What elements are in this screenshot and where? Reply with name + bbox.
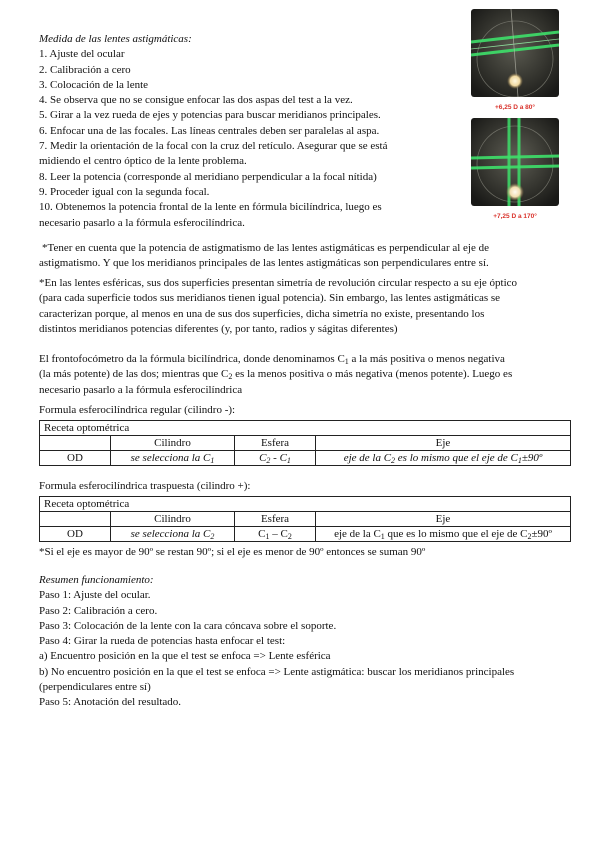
text-fragment: (la más potente) de las dos; mientras que C bbox=[39, 368, 229, 381]
step-line: 3. Colocación de la lente bbox=[39, 78, 149, 91]
subscript: 1 bbox=[210, 456, 215, 466]
table2-caption: Formula esferocilíndrica traspuesta (cilindro +): bbox=[39, 480, 251, 492]
note-line: *En las lentes esféricas, sus dos superficies presentan simetría de revolución circular respecto a su eje óptico bbox=[39, 277, 518, 289]
frontofocometro-paragraph bbox=[39, 352, 579, 398]
measure-section bbox=[39, 32, 459, 231]
prescription-table-1 bbox=[39, 420, 571, 466]
step-line: 7. Medir la orientación de la focal con la cruz del retículo. Asegurar que se está bbox=[39, 140, 388, 153]
text-fragment: se selecciona la C bbox=[130, 528, 211, 541]
text-fragment: eje de la C bbox=[343, 452, 392, 465]
measure-title: Medida de las lentes astigmáticas: bbox=[39, 33, 192, 45]
summary-line: Paso 5: Anotación del resultado. bbox=[39, 696, 182, 709]
text-fragment: que es lo mismo que el eje de C bbox=[384, 528, 528, 541]
summary-section bbox=[39, 573, 579, 711]
row-label-od: OD bbox=[40, 451, 111, 466]
summary-line: Paso 3: Colocación de la lente con la cara cóncava sobre el soporte. bbox=[39, 619, 337, 632]
table-header-empty bbox=[40, 512, 111, 527]
axis-note bbox=[39, 545, 579, 560]
cell-axis bbox=[316, 527, 571, 542]
summary-title: Resumen funcionamiento: bbox=[39, 574, 154, 586]
text-fragment: se selecciona la C bbox=[130, 452, 211, 465]
paragraph-line: necesario pasarlo a la fórmula esferocilíndrica bbox=[39, 383, 243, 396]
subscript: 2 bbox=[391, 456, 396, 466]
prescription-table-2 bbox=[39, 496, 571, 542]
axis-note-text: *Si el eje es mayor de 90º se restan 90º; si el eje es menor de 90º entonces se suman 90º bbox=[39, 546, 426, 558]
table2-section bbox=[39, 479, 579, 542]
text-fragment: – C bbox=[269, 528, 288, 541]
text-fragment: C bbox=[258, 528, 266, 541]
summary-line: (perpendiculares entre sí) bbox=[39, 681, 151, 694]
step-line: 10. Obtenemos la potencia frontal de la lente en fórmula bicilíndrica, luego es bbox=[39, 201, 382, 214]
text-fragment: ±90º bbox=[531, 528, 552, 541]
summary-line: b) No encuentro posición en la que el test se enfoca => Lente astigmática: buscar los meridianos principales bbox=[39, 665, 515, 678]
summary-line: Paso 2: Calibración a cero. bbox=[39, 604, 158, 617]
paragraph-line bbox=[39, 352, 579, 367]
cell-cylinder bbox=[111, 527, 235, 542]
step-line: 6. Enfocar una de las focales. Las líneas centrales deben ser paralelas al aspa. bbox=[39, 124, 380, 137]
summary-line: a) Encuentro posición en la que el test se enfoca => Lente esférica bbox=[39, 650, 331, 663]
step-line: 4. Se observa que no se consigue enfocar las dos aspas del test a la vez. bbox=[39, 94, 353, 107]
lensmeter-photo-2 bbox=[471, 118, 559, 206]
photo-1-caption: +6,25 D a 80° bbox=[494, 104, 535, 111]
step-line: 5. Girar a la vez rueda de ejes y potencias para buscar meridianos principales. bbox=[39, 109, 381, 122]
note-line: (para cada superficie todos sus meridianos tienen igual potencia). Sin embargo, las lentes astigmáticas se bbox=[39, 292, 501, 305]
subscript: 2 bbox=[527, 532, 532, 542]
header-axis: Eje bbox=[316, 436, 571, 451]
subscript: 1 bbox=[380, 532, 385, 542]
note-line: astigmatismo. Y que los meridianos principales de las lentes astigmáticas son perpendiculares entre sí. bbox=[39, 257, 489, 270]
step-line: 9. Proceder igual con la segunda focal. bbox=[39, 185, 210, 198]
step-line: 2. Calibración a cero bbox=[39, 63, 131, 76]
note-astigmatism bbox=[39, 241, 579, 272]
text-fragment: es la menos positiva o más negativa (menos potente). Luego es bbox=[232, 368, 513, 381]
subscript: 2 bbox=[287, 532, 292, 542]
header-axis: Eje bbox=[316, 512, 571, 527]
lensmeter-photo-1 bbox=[471, 9, 559, 97]
cell-sphere bbox=[235, 527, 316, 542]
table-title: Receta optométrica bbox=[40, 421, 571, 436]
text-fragment: es lo mismo que el eje de C bbox=[395, 452, 518, 465]
subscript: 1 bbox=[517, 456, 522, 466]
step-line: 1. Ajuste del ocular bbox=[39, 48, 125, 61]
subscript: 1 bbox=[265, 532, 270, 542]
summary-line: Paso 4: Girar la rueda de potencias hasta enfocar el test: bbox=[39, 635, 286, 648]
text-fragment: - C bbox=[270, 452, 287, 465]
text-fragment: ±90º bbox=[521, 452, 543, 465]
lensmeter-view-1-icon bbox=[471, 9, 559, 97]
note-line: distintos meridianos potencias diferentes (y, por tanto, radios y ságitas diferentes) bbox=[39, 322, 398, 335]
table-header-empty bbox=[40, 436, 111, 451]
summary-line: Paso 1: Ajuste del ocular. bbox=[39, 589, 151, 602]
paragraph-line bbox=[39, 367, 579, 382]
step-line: 8. Leer la potencia (corresponde al meridiano perpendicular a la focal nítida) bbox=[39, 170, 377, 183]
table-title: Receta optométrica bbox=[40, 497, 571, 512]
step-line: necesario pasarlo a la fórmula esferocilíndrica. bbox=[39, 216, 245, 229]
note-line: *Tener en cuenta que la potencia de astigmatismo de las lentes astigmáticas es perpendicular al eje de bbox=[42, 242, 489, 254]
text-fragment: a la más positiva o menos negativa bbox=[348, 353, 505, 365]
subscript: 2 bbox=[266, 456, 271, 466]
header-cylinder: Cilindro bbox=[111, 436, 235, 451]
table1-caption: Formula esferocilíndrica regular (cilindro -): bbox=[39, 404, 236, 416]
cell-axis bbox=[316, 451, 571, 466]
subscript: 2 bbox=[210, 532, 215, 542]
cell-sphere bbox=[235, 451, 316, 466]
step-line: midiendo el centro óptico de la lente problema. bbox=[39, 155, 247, 168]
cell-cylinder bbox=[111, 451, 235, 466]
subscript: 2 bbox=[228, 372, 233, 382]
row-label-od: OD bbox=[40, 527, 111, 542]
table1-section bbox=[39, 403, 579, 466]
text-fragment: eje de la C bbox=[334, 528, 381, 541]
note-spherical bbox=[39, 276, 579, 337]
photo-2-caption: +7,25 D a 170° bbox=[493, 213, 537, 220]
header-sphere: Esfera bbox=[235, 512, 316, 527]
subscript: 1 bbox=[344, 357, 349, 366]
header-sphere: Esfera bbox=[235, 436, 316, 451]
text-fragment: El frontofocómetro da la fórmula bicilíndrica, donde denominamos C bbox=[39, 353, 345, 365]
header-cylinder: Cilindro bbox=[111, 512, 235, 527]
lensmeter-view-2-icon bbox=[471, 118, 559, 206]
text-fragment: C bbox=[259, 452, 267, 465]
note-line: caracterizan porque, al menos en una de sus dos superficies, dicha simetría no existe, presentando los bbox=[39, 307, 485, 320]
subscript: 1 bbox=[286, 456, 291, 466]
